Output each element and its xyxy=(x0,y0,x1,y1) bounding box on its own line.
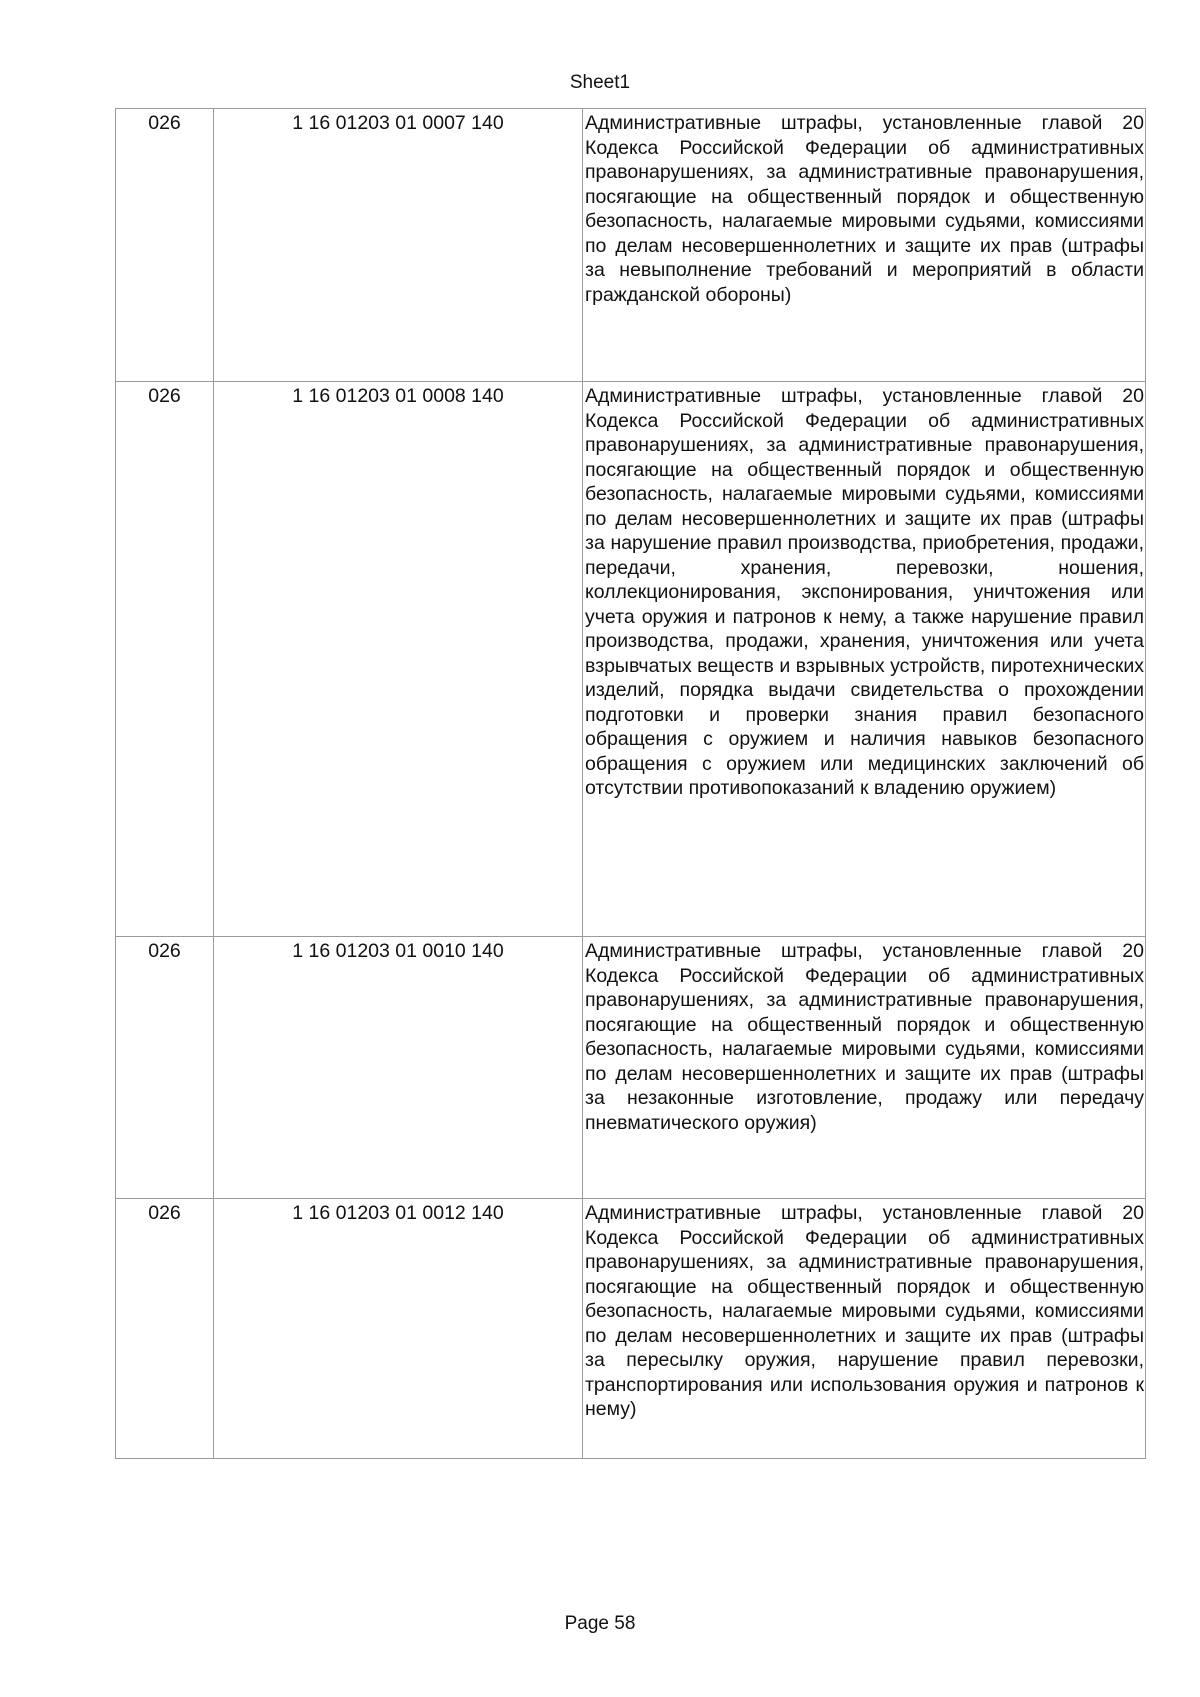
admin-code-cell: 026 xyxy=(116,1199,214,1459)
admin-code-cell: 026 xyxy=(116,937,214,1199)
admin-code-cell: 026 xyxy=(116,109,214,382)
description-text: Административные штрафы, установленные главой 20 Кодекса Российской Федерации об административных правонарушениях, за административные правонарушения, посягающие на общественный порядок и общественную безопасность, налагаемые мировыми судьями, комиссиями по делам несовершеннолетних и защите их прав (штрафы за незаконные изготовление, продажу или передачу пневматического оружия) xyxy=(585,940,1144,1134)
kbk-code-cell: 1 16 01203 01 0007 140 xyxy=(214,109,583,382)
kbk-code-cell: 1 16 01203 01 0008 140 xyxy=(214,382,583,937)
table-row xyxy=(116,1199,1146,1459)
description-cell xyxy=(583,937,1146,1199)
table-row xyxy=(116,382,1146,937)
kbk-code-cell: 1 16 01203 01 0012 140 xyxy=(214,1199,583,1459)
description-cell xyxy=(583,382,1146,937)
description-text: Административные штрафы, установленные главой 20 Кодекса Российской Федерации об административных правонарушениях, за административные правонарушения, посягающие на общественный порядок и общественную безопасность, налагаемые мировыми судьями, комиссиями по делам несовершеннолетних и защите их прав (штрафы за невыполнение требований и мероприятий в области гражданской обороны) xyxy=(585,112,1144,306)
table-row xyxy=(116,937,1146,1199)
fines-table xyxy=(115,108,1146,1459)
description-cell xyxy=(583,1199,1146,1459)
admin-code-cell: 026 xyxy=(116,382,214,937)
table-row xyxy=(116,109,1146,382)
kbk-code-cell: 1 16 01203 01 0010 140 xyxy=(214,937,583,1199)
page-number: Page 58 xyxy=(564,1613,636,1634)
description-text: Административные штрафы, установленные главой 20 Кодекса Российской Федерации об административных правонарушениях, за административные правонарушения, посягающие на общественный порядок и общественную безопасность, налагаемые мировыми судьями, комиссиями по делам несовершеннолетних и защите их прав (штрафы за нарушение правил производства, приобретения, продажи, передачи, хранения, перевозки, ношения, коллекционирования, экспонирования, уничтожения или учета оружия и патронов к нему, а также нарушение правил производства, продажи, хранения, уничтожения или учета взрывчатых веществ и взрывных устройств, пиротехнических изделий, порядка выдачи свидетельства о прохождении подготовки и проверки знания правил безопасного обращения с оружием и наличия навыков безопасного обращения с оружием или медицинских заключений об отсутствии противопоказаний к владению оружием) xyxy=(585,385,1144,799)
description-cell xyxy=(583,109,1146,382)
description-text: Административные штрафы, установленные главой 20 Кодекса Российской Федерации об административных правонарушениях, за административные правонарушения, посягающие на общественный порядок и общественную безопасность, налагаемые мировыми судьями, комиссиями по делам несовершеннолетних и защите их прав (штрафы за пересылку оружия, нарушение правил перевозки, транспортирования или использования оружия и патронов к нему) xyxy=(585,1202,1144,1420)
sheet-title: Sheet1 xyxy=(569,72,631,93)
